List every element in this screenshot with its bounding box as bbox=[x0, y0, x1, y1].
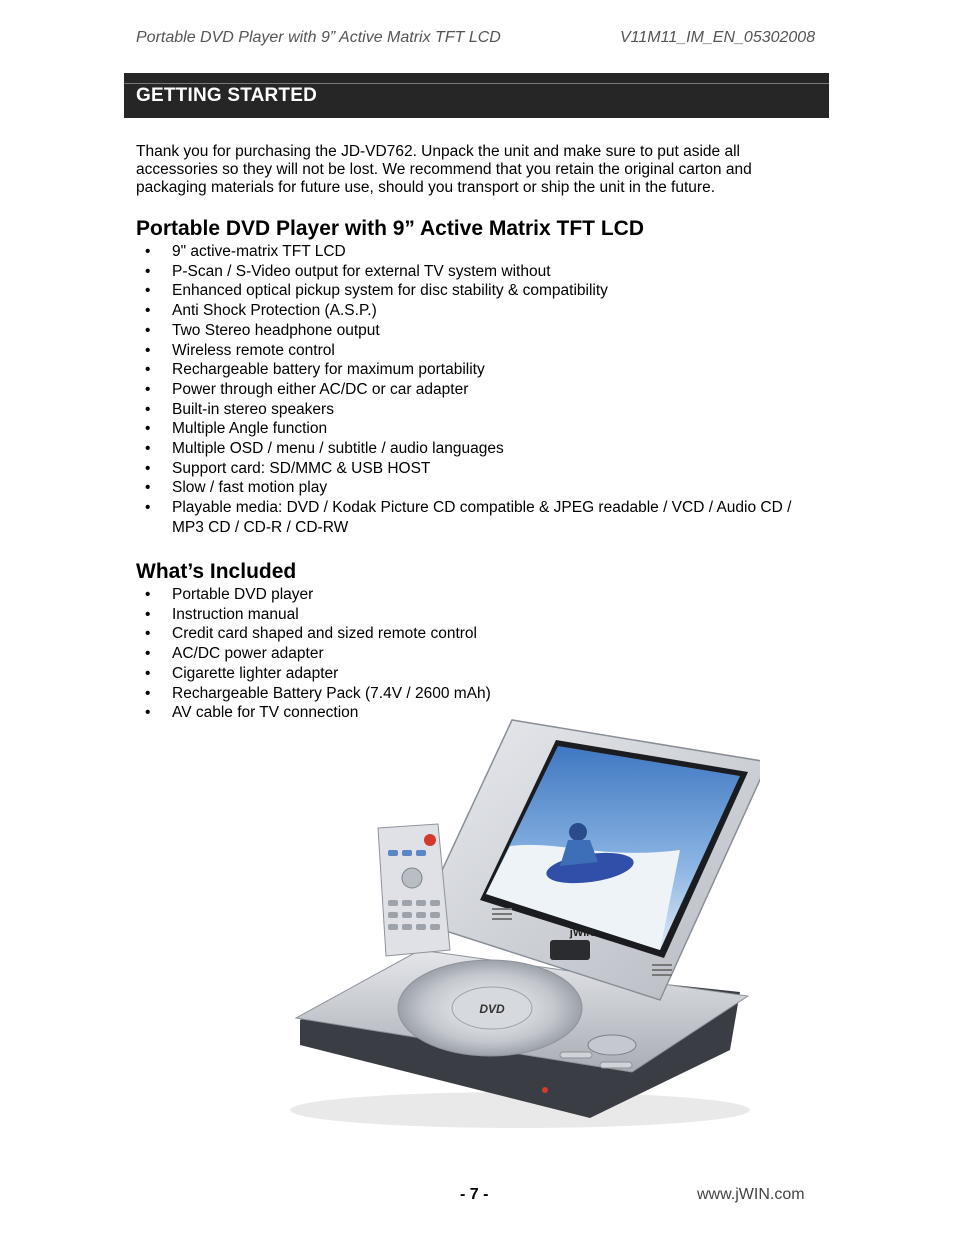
brand-logo: jWIN bbox=[569, 927, 595, 939]
speaker-grille-right bbox=[652, 964, 672, 976]
power-indicator bbox=[542, 1087, 548, 1093]
header-document-title: Portable DVD Player with 9” Active Matrix TFT LCD bbox=[136, 29, 501, 46]
navigation-pad bbox=[588, 1035, 636, 1055]
remote-control bbox=[378, 824, 450, 956]
intro-paragraph: Thank you for purchasing the JD-VD762. Unpack the unit and make sure to put aside all accessories so they will not be lost. We recommend that you retain the original carton and packaging materials for future use, should you transport or ship the unit in the future. bbox=[136, 143, 752, 196]
list-item: • Slow / fast motion play bbox=[136, 478, 826, 498]
remote-power-button bbox=[424, 834, 436, 846]
included-heading: What’s Included bbox=[136, 560, 297, 583]
list-item: • Power through either AC/DC or car adapter bbox=[136, 380, 826, 400]
portable-dvd-player-illustration bbox=[260, 700, 760, 1140]
features-heading: Portable DVD Player with 9” Active Matrix TFT LCD bbox=[136, 217, 644, 240]
speaker-grille-left bbox=[492, 908, 512, 920]
list-item: • Instruction manual bbox=[136, 605, 556, 625]
list-item: • Two Stereo headphone output bbox=[136, 321, 826, 341]
product-photo bbox=[260, 700, 760, 1145]
list-item: • 9" active-matrix TFT LCD bbox=[136, 242, 826, 262]
list-item: • Wireless remote control bbox=[136, 341, 826, 361]
list-item: • Multiple Angle function bbox=[136, 419, 826, 439]
section-banner bbox=[124, 73, 829, 118]
list-item: • Rechargeable battery for maximum portability bbox=[136, 360, 826, 380]
features-list bbox=[136, 242, 826, 538]
control-button bbox=[600, 1062, 632, 1068]
banner-rule bbox=[124, 83, 829, 84]
header-document-code: V11M11_IM_EN_05302008 bbox=[620, 29, 816, 46]
list-item: • Built-in stereo speakers bbox=[136, 400, 826, 420]
dvd-logo: DVD bbox=[479, 1002, 505, 1016]
list-item: • Multiple OSD / menu / subtitle / audio languages bbox=[136, 439, 826, 459]
rider-helmet bbox=[569, 823, 587, 841]
website-url: www.jWIN.com bbox=[697, 1186, 805, 1203]
control-button bbox=[560, 1052, 592, 1058]
list-item: • Credit card shaped and sized remote control bbox=[136, 624, 556, 644]
remote-color-keys bbox=[388, 850, 426, 856]
list-item: • P-Scan / S-Video output for external TV system without bbox=[136, 262, 826, 282]
remote-nav-pad bbox=[402, 868, 422, 888]
list-item: • Enhanced optical pickup system for disc stability & compatibility bbox=[136, 281, 826, 301]
section-title: GETTING STARTED bbox=[136, 85, 318, 106]
list-item: • Cigarette lighter adapter bbox=[136, 664, 556, 684]
list-item: • AC/DC power adapter bbox=[136, 644, 556, 664]
list-item: • Rechargeable Battery Pack (7.4V / 2600 mAh) bbox=[136, 684, 556, 704]
list-item: • Anti Shock Protection (A.S.P.) bbox=[136, 301, 826, 321]
list-item: • Playable media: DVD / Kodak Picture CD compatible & JPEG readable / VCD / Audio CD / MP3 CD / CD-R / CD-RW bbox=[136, 498, 826, 537]
list-item: • Support card: SD/MMC & USB HOST bbox=[136, 459, 826, 479]
list-item: • Portable DVD player bbox=[136, 585, 556, 605]
page-number: - 7 - bbox=[460, 1186, 489, 1203]
list-item: • AV cable for TV connection bbox=[136, 703, 556, 723]
screen-hinge bbox=[550, 940, 590, 960]
